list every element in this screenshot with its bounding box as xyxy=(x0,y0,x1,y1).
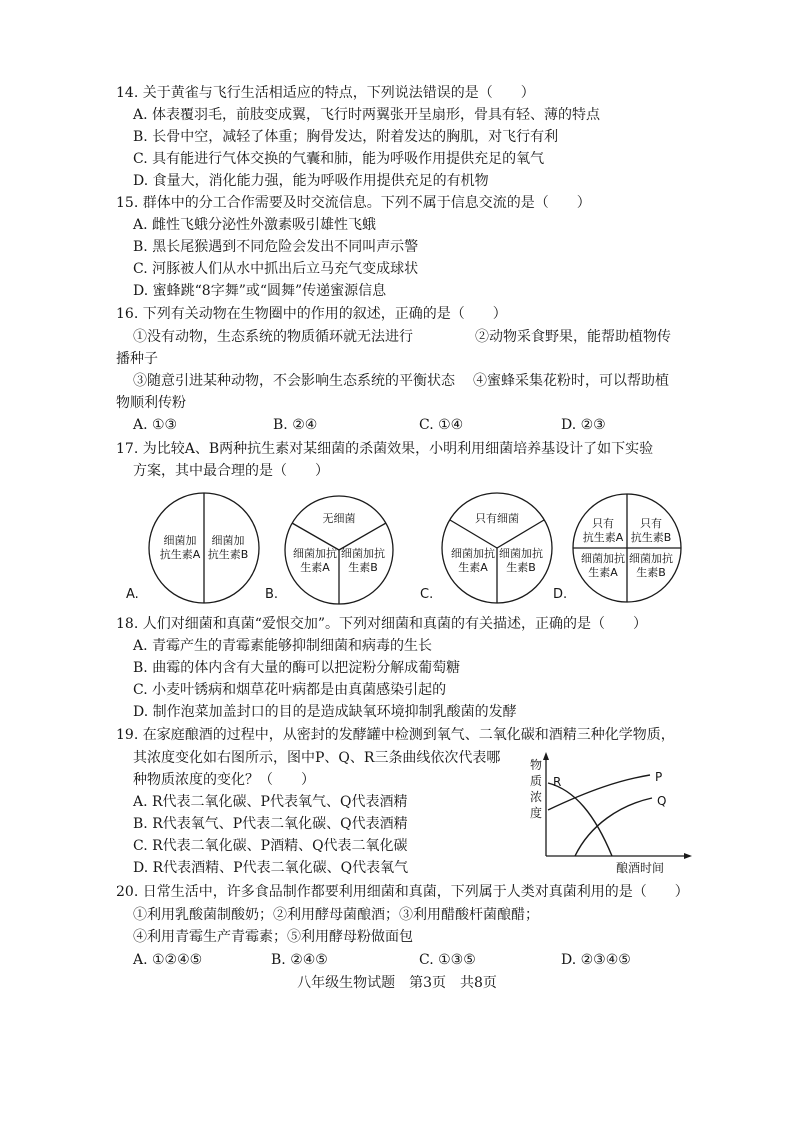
curve-q-label: Q xyxy=(657,794,667,808)
y-label-3: 浓 xyxy=(530,790,543,804)
page-footer: 八年级生物试题 第3页 共8页 xyxy=(297,975,497,991)
q16-statement-1: ①没有动物，生态系统的物质循环就无法进行 xyxy=(133,329,413,345)
dish-c-left-line1: 细菌加抗 xyxy=(451,547,495,560)
petri-dish-d xyxy=(573,494,681,602)
curve-q xyxy=(575,798,652,856)
q20-option-c: C. ①③⑤ xyxy=(419,952,476,968)
q14-option-a: A. 体表覆羽毛，前肢变成翼，飞行时两翼张开呈扇形，骨具有轻、薄的特点 xyxy=(133,107,601,123)
dish-b-top: 无细菌 xyxy=(322,512,356,525)
q20-option-b: B. ②④⑤ xyxy=(271,952,328,968)
q18-stem: 18. 人们对细菌和真菌“爱恨交加”。下列对细菌和真菌的有关描述，正确的是（ ） xyxy=(116,616,648,632)
q15-option-a: A. 雌性飞蛾分泌性外激素吸引雄性飞蛾 xyxy=(133,217,377,233)
q18-option-b: B. 曲霉的体内含有大量的酶可以把淀粉分解成葡萄糖 xyxy=(133,660,461,676)
dish-a-left-line2: 抗生素A xyxy=(159,548,201,561)
curve-p-label: P xyxy=(655,770,663,784)
petri-dish-c xyxy=(442,493,552,603)
q20-stem: 20. 日常生活中，许多食品制作都要利用细菌和真菌，下列属于人类对真菌利用的是（ ） xyxy=(116,884,689,900)
x-axis-arrow xyxy=(684,853,692,859)
dish-d-br-line2: 生素B xyxy=(636,566,666,579)
q16-statement-2a: ②动物采食野果，能帮助植物传 xyxy=(475,329,671,345)
dish-d-bl-line2: 生素A xyxy=(588,566,618,579)
q15-option-c: C. 河豚被人们从水中抓出后立马充气变成球状 xyxy=(133,261,419,277)
q19-option-c: C. R代表二氧化碳、P酒精、Q代表二氧化碳 xyxy=(133,838,408,854)
q15-stem: 15. 群体中的分工合作需要及时交流信息。下列不属于信息交流的是（ ） xyxy=(116,195,591,211)
dish-a-right-line2: 抗生素B xyxy=(207,548,249,561)
dish-c-right-line1: 细菌加抗 xyxy=(499,547,543,560)
dish-c-left-line2: 生素A xyxy=(458,561,488,574)
q18-option-d: D. 制作泡菜加盖封口的目的是造成缺氧环境抑制乳酸菌的发酵 xyxy=(133,704,517,720)
y-label-1: 物 xyxy=(530,758,543,772)
dish-b-right-line1: 细菌加抗 xyxy=(341,547,385,560)
q15-option-d: D. 蜜蜂跳“8字舞”或“圆舞”传递蜜源信息 xyxy=(133,283,387,299)
x-axis-label: 酿酒时间 xyxy=(615,861,665,875)
q16-statement-2b: 播种子 xyxy=(116,351,158,367)
concentration-graph xyxy=(530,752,692,875)
q14-option-b: B. 长骨中空，减轻了体重；胸骨发达，附着发达的胸肌，对飞行有利 xyxy=(133,129,559,145)
petri-dish-b xyxy=(285,496,393,604)
q20-option-a: A. ①②④⑤ xyxy=(133,952,203,968)
q14-option-c: C. 具有能进行气体交换的气囊和肺，能为呼吸作用提供充足的氧气 xyxy=(133,151,545,167)
dish-c-right-line2: 生素B xyxy=(506,561,536,574)
dish-d-tr-line2: 抗生素B xyxy=(630,531,672,544)
q19-stem-line2: 其浓度变化如右图所示，图中P、Q、R三条曲线依次代表哪 xyxy=(133,750,501,766)
q14-option-d: D. 食量大，消化能力强，能为呼吸作用提供充足的有机物 xyxy=(133,173,489,189)
q16-statement-3: ③随意引进某种动物，不会影响生态系统的平衡状态 xyxy=(133,373,455,389)
dish-d-bl-line1: 细菌加抗 xyxy=(581,552,625,565)
q17-stem-line2: 方案，其中最合理的是（ ） xyxy=(133,463,329,479)
y-label-4: 度 xyxy=(530,806,543,820)
q16-statement-4b: 物顺利传粉 xyxy=(116,395,186,411)
q16-statement-4a: ④蜜蜂采集花粉时，可以帮助植 xyxy=(473,373,669,389)
dish-c-top: 只有细菌 xyxy=(475,512,519,525)
dish-a-letter: A. xyxy=(126,587,139,602)
q17-stem-line1: 17. 为比较A、B两种抗生素对某细菌的杀菌效果，小明利用细菌培养基设计了如下实验 xyxy=(116,441,654,457)
dish-b-letter: B. xyxy=(265,587,279,602)
q19-stem-line1: 19. 在家庭酿酒的过程中，从密封的发酵罐中检测到氧气、二氧化碳和酒精三种化学物质， xyxy=(116,727,675,743)
dish-b-left-line2: 生素A xyxy=(300,561,330,574)
q16-option-a: A. ①③ xyxy=(133,417,178,433)
y-label-2: 质 xyxy=(530,774,543,788)
q18-option-c: C. 小麦叶锈病和烟草花叶病都是由真菌感染引起的 xyxy=(133,682,447,698)
dish-d-tr-line1: 只有 xyxy=(640,517,662,530)
dish-a-right-line1: 细菌加 xyxy=(211,534,245,547)
q18-option-a: A. 青霉产生的青霉素能够抑制细菌和病毒的生长 xyxy=(133,638,433,654)
dish-b-left-line1: 细菌加抗 xyxy=(293,547,337,560)
q19-option-b: B. R代表氧气、P代表二氧化碳、Q代表酒精 xyxy=(133,816,408,832)
curve-r-label: R xyxy=(553,775,562,789)
dish-c-letter: C. xyxy=(420,587,434,602)
dish-d-letter: D. xyxy=(553,587,568,602)
q16-option-b: B. ②④ xyxy=(273,417,318,433)
q20-statements-line1: ①利用乳酸菌制酸奶；②利用酵母菌酿酒；③利用醋酸杆菌酿醋； xyxy=(133,907,539,923)
q16-stem: 16. 下列有关动物在生物圈中的作用的叙述，正确的是（ ） xyxy=(116,306,507,322)
dish-d-tl-line1: 只有 xyxy=(592,517,614,530)
q19-option-a: A. R代表二氧化碳、P代表氧气、Q代表酒精 xyxy=(133,794,408,810)
petri-dish-a xyxy=(149,493,259,603)
curve-p xyxy=(548,775,650,810)
q16-option-c: C. ①④ xyxy=(419,417,464,433)
q15-option-b: B. 黑长尾猴遇到不同危险会发出不同叫声示警 xyxy=(133,239,419,255)
q19-stem-line3: 种物质浓度的变化？（ ） xyxy=(133,772,315,788)
curve-r xyxy=(548,783,612,856)
q20-statements-line2: ④利用青霉生产青霉素；⑤利用酵母粉做面包 xyxy=(133,929,413,945)
q20-option-d: D. ②③④⑤ xyxy=(561,952,631,968)
q19-option-d: D. R代表酒精、P代表二氧化碳、Q代表氧气 xyxy=(133,860,409,876)
dish-a-left-line1: 细菌加 xyxy=(163,534,197,547)
q16-option-d: D. ②③ xyxy=(561,417,606,433)
dish-b-right-line2: 生素B xyxy=(348,561,378,574)
q14-stem: 14. 关于黄雀与飞行生活相适应的特点，下列说法错误的是（ ） xyxy=(116,85,535,101)
dish-d-tl-line2: 抗生素A xyxy=(582,531,624,544)
dish-d-br-line1: 细菌加抗 xyxy=(629,552,673,565)
y-axis-arrow xyxy=(543,752,549,760)
